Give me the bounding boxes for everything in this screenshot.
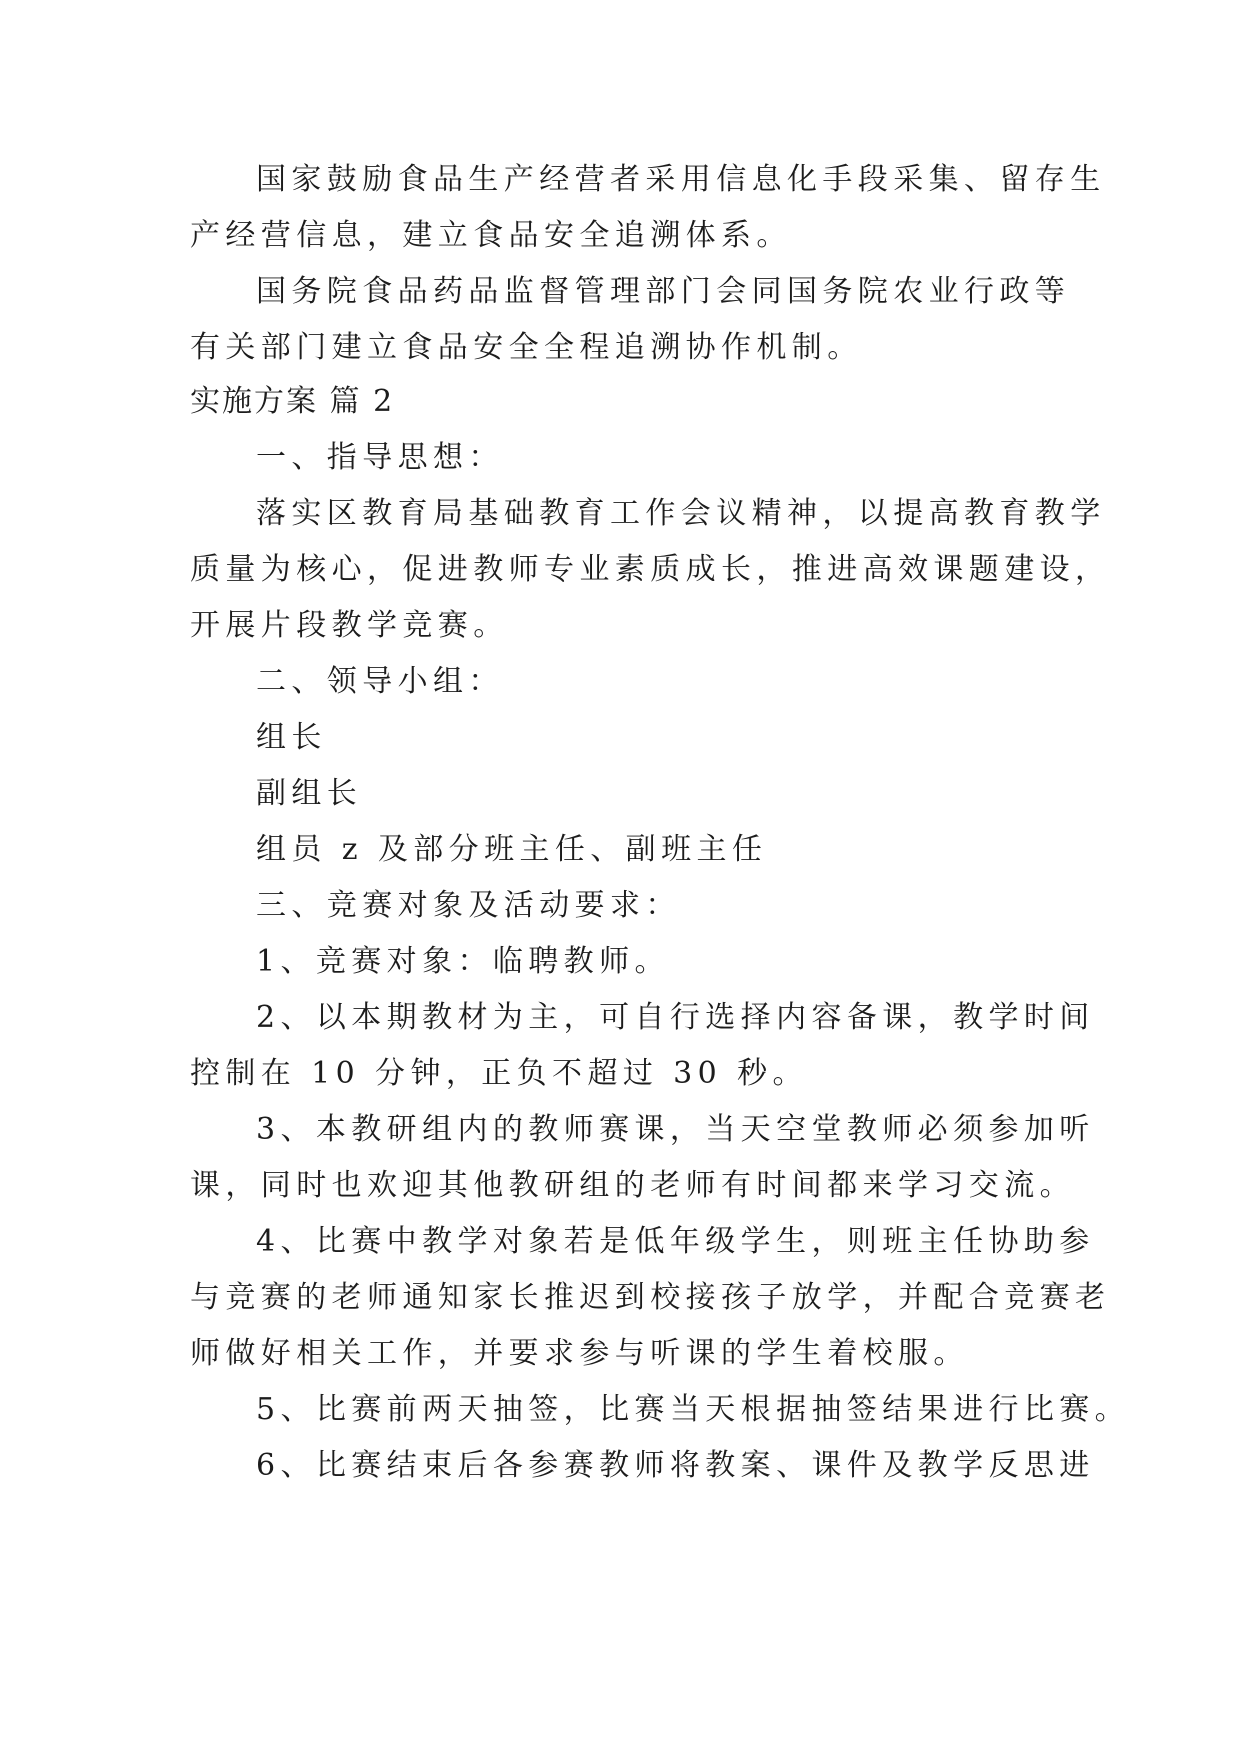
paragraph-line: 师做好相关工作，并要求参与听课的学生着校服。 xyxy=(190,1336,969,1371)
paragraph-line: 二、领导小组： xyxy=(256,664,504,699)
paragraph-line: 3、本教研组内的教师赛课，当天空堂教师必须参加听 xyxy=(256,1112,1095,1147)
paragraph-line: 一、指导思想： xyxy=(256,440,504,475)
paragraph-line: 6、比赛结束后各参赛教师将教案、课件及教学反思进 xyxy=(256,1448,1095,1483)
paragraph-line: 4、比赛中教学对象若是低年级学生，则班主任协助参 xyxy=(256,1224,1095,1259)
paragraph-line: 落实区教育局基础教育工作会议精神，以提高教育教学 xyxy=(256,496,1106,531)
section-heading: 实施方案 篇 2 xyxy=(190,384,395,419)
paragraph-line: 与竞赛的老师通知家长推迟到校接孩子放学，并配合竞赛老 xyxy=(190,1280,1111,1315)
paragraph-line: 组员 z 及部分班主任、副班主任 xyxy=(256,832,768,867)
paragraph-line: 5、比赛前两天抽签，比赛当天根据抽签结果进行比赛。 xyxy=(256,1392,1131,1427)
paragraph-line: 控制在 10 分钟，正负不超过 30 秒。 xyxy=(190,1056,808,1091)
paragraph-line: 国家鼓励食品生产经营者采用信息化手段采集、留存生 xyxy=(256,162,1106,197)
paragraph-line: 国务院食品药品监督管理部门会同国务院农业行政等 xyxy=(256,274,1071,309)
paragraph-line: 2、以本期教材为主，可自行选择内容备课，教学时间 xyxy=(256,1000,1095,1035)
paragraph-line: 组长 xyxy=(256,720,327,755)
paragraph-line: 产经营信息，建立食品安全追溯体系。 xyxy=(190,218,792,253)
paragraph-line: 质量为核心，促进教师专业素质成长，推进高效课题建设， xyxy=(190,552,1111,587)
paragraph-line: 副组长 xyxy=(256,776,363,811)
paragraph-line: 开展片段教学竞赛。 xyxy=(190,608,509,643)
paragraph-line: 1、竞赛对象：临聘教师。 xyxy=(256,944,670,979)
paragraph-line: 三、竞赛对象及活动要求： xyxy=(256,888,681,923)
paragraph-line: 课，同时也欢迎其他教研组的老师有时间都来学习交流。 xyxy=(190,1168,1075,1203)
paragraph-line: 有关部门建立食品安全全程追溯协作机制。 xyxy=(190,330,863,365)
